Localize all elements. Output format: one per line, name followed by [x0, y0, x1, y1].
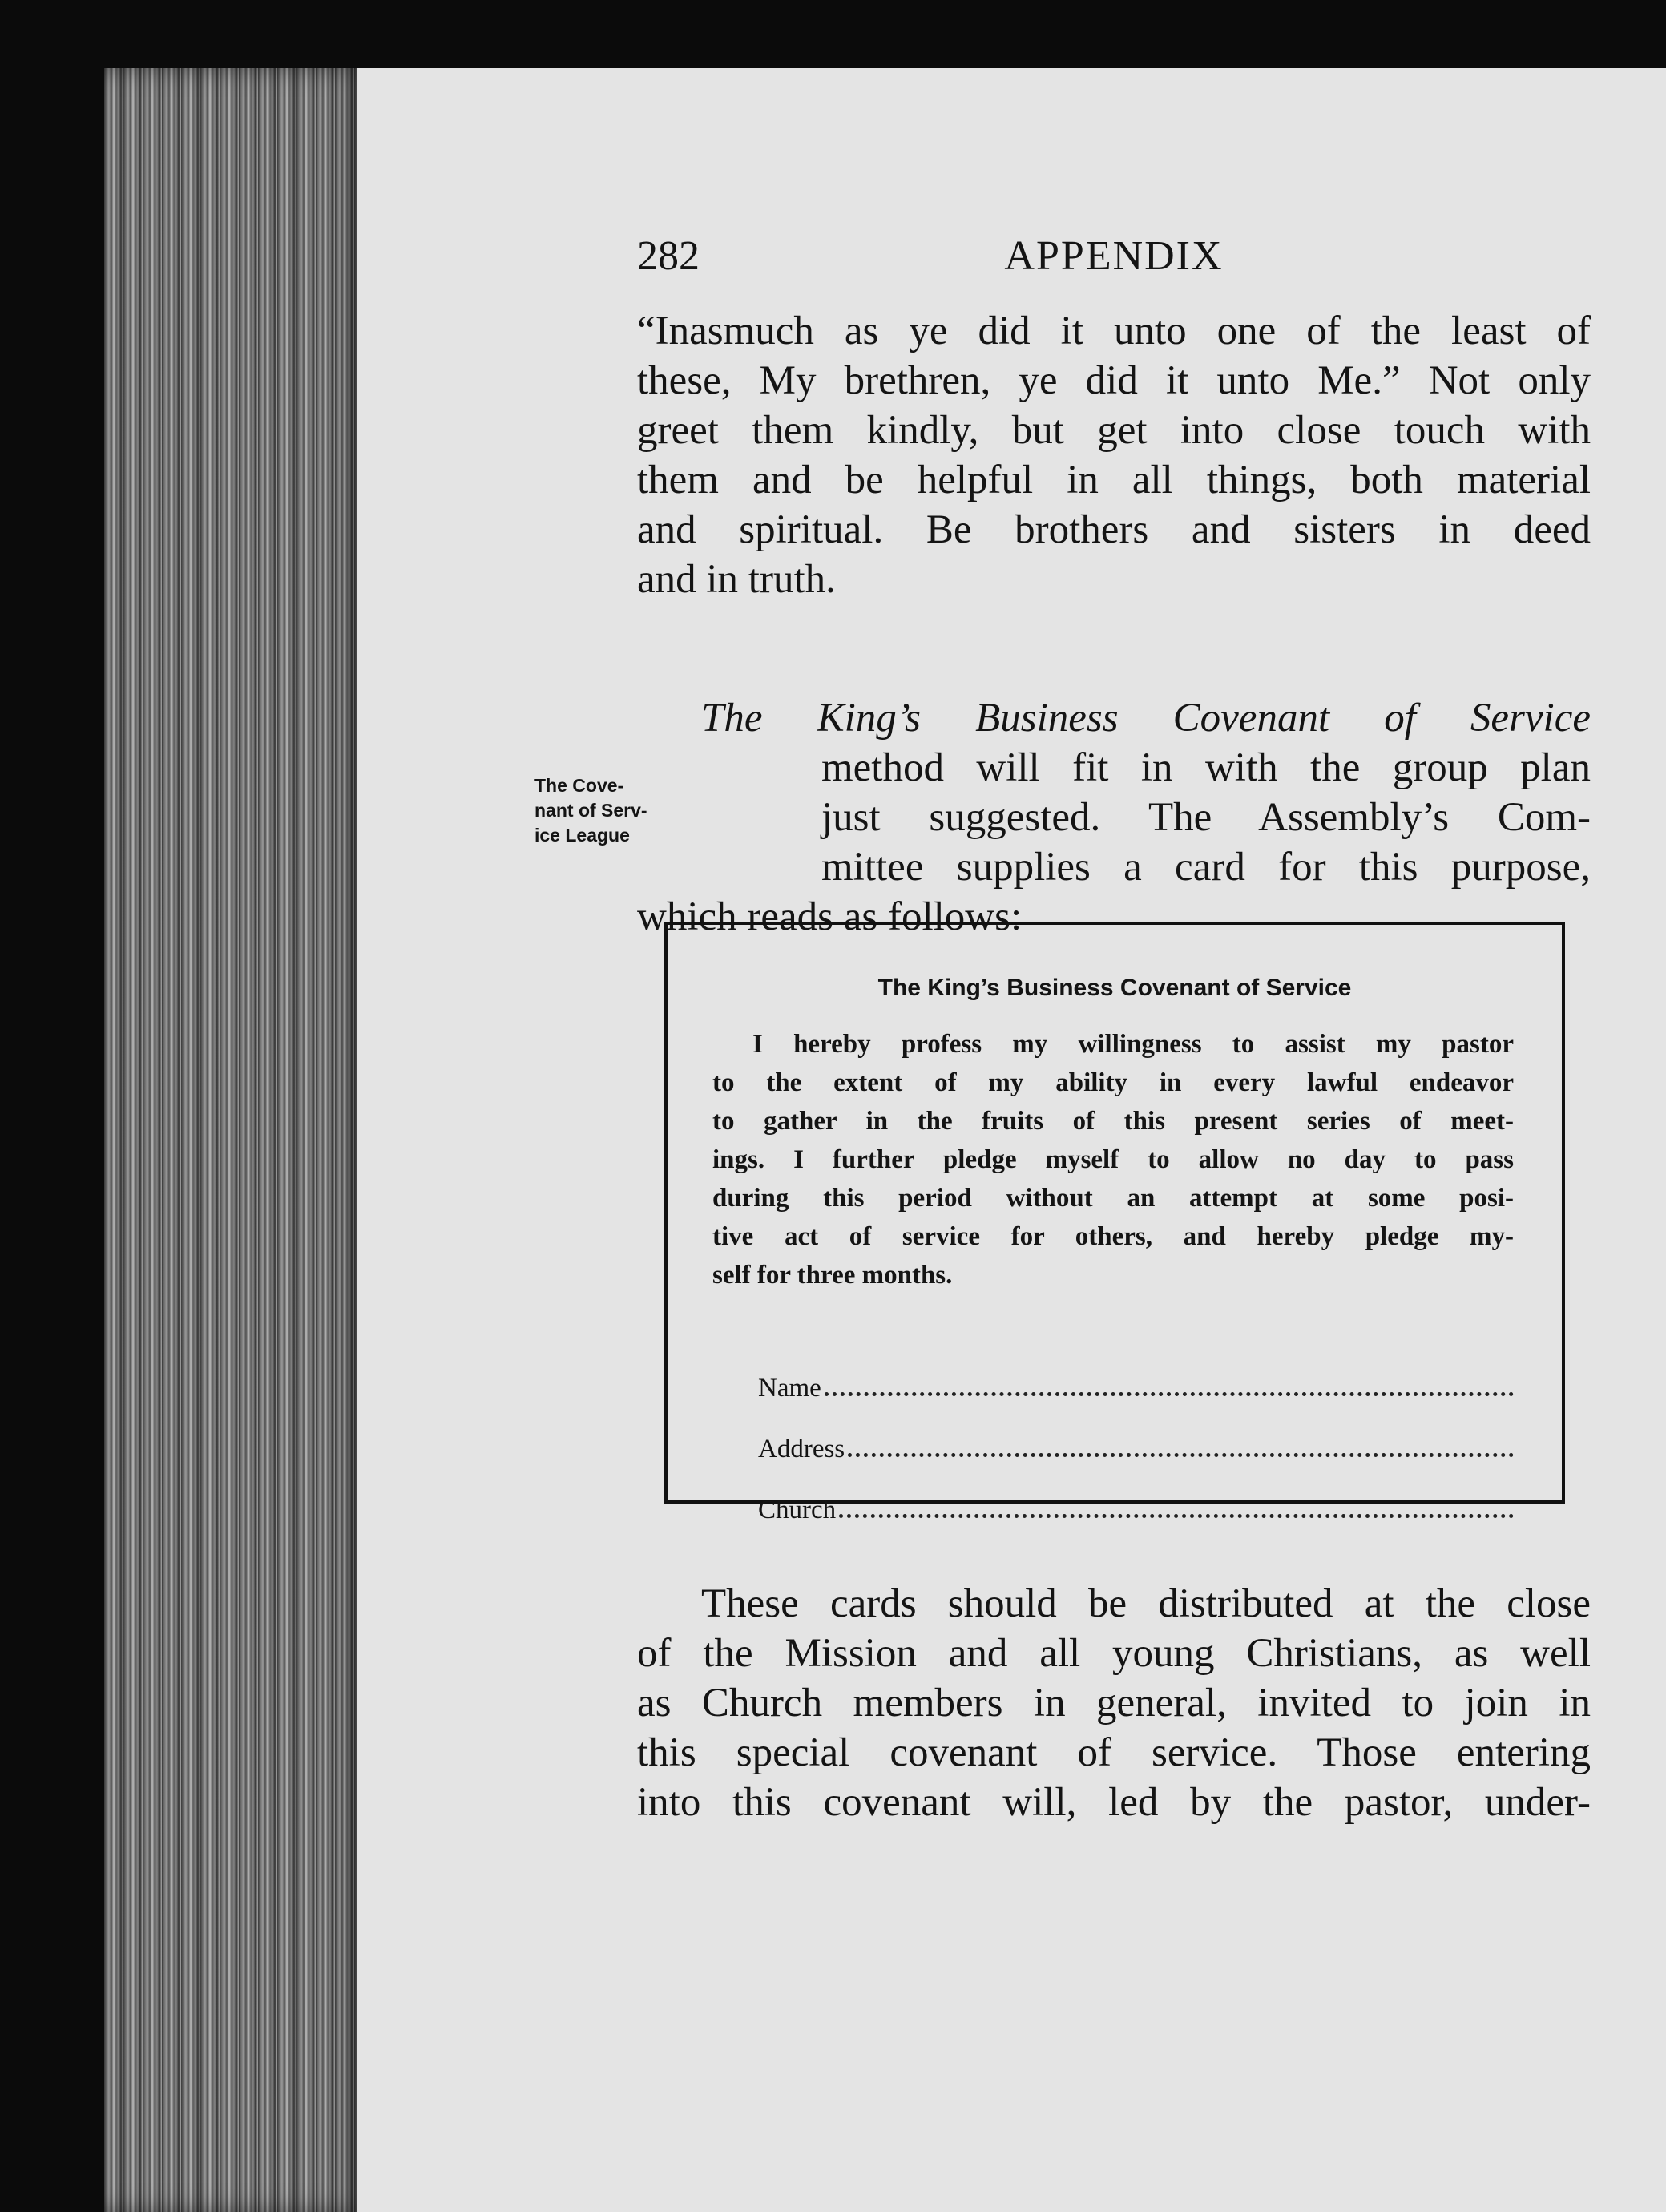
church-label: Church [758, 1496, 837, 1524]
card-line: tive act of service for others, and hereby pledge my- [712, 1222, 1514, 1251]
paragraph-line: method will fit in with the group plan [821, 745, 1591, 790]
name-field [758, 1374, 1514, 1435]
paragraph-3 [637, 1579, 1591, 1827]
paragraph-line: The King’s Business Covenant of Service [701, 696, 1591, 741]
paragraph-line: into this covenant will, led by the pastor, under- [637, 1780, 1591, 1825]
card-line: I hereby profess my willingness to assist my pastor [752, 1030, 1514, 1059]
card-line: self for three months. [712, 1261, 953, 1290]
paragraph-line: and spiritual. Be brothers and sisters in deed [637, 507, 1591, 552]
paragraph-line: which reads as follows: [637, 894, 1023, 939]
paragraph-2 [637, 693, 1591, 942]
church-dotted-line [839, 1496, 1514, 1518]
address-dotted-line [848, 1435, 1514, 1457]
paragraph-line: them and be helpful in all things, both material [637, 458, 1591, 503]
card-title: The King’s Business Covenant of Service [877, 975, 1352, 1001]
address-label: Address [758, 1435, 845, 1463]
card-body [712, 1025, 1514, 1294]
paragraph-line: these, My brethren, ye did it unto Me.” Not only [637, 358, 1591, 403]
margin-note-line: ice League [534, 825, 630, 846]
paragraph-line: and in truth. [637, 557, 836, 602]
covenant-card [664, 922, 1565, 1524]
name-label: Name [758, 1374, 821, 1403]
paragraph-line: mittee supplies a card for this purpose, [821, 845, 1591, 890]
card-fields [758, 1374, 1514, 1556]
paragraph-line: “Inasmuch as ye did it unto one of the least of [637, 309, 1591, 353]
church-field [758, 1496, 1514, 1556]
card-line: to the extent of my ability in every lawful endeavor [712, 1068, 1514, 1097]
page-number: 282 [637, 233, 700, 279]
card-line: ings. I further pledge myself to allow no day to pass [712, 1145, 1514, 1174]
paragraph-line: These cards should be distributed at the close [701, 1581, 1591, 1626]
page-header [637, 228, 1591, 285]
card-line: to gather in the fruits of this present series of meet- [712, 1107, 1514, 1136]
book-page [357, 68, 1666, 2212]
paragraph-1 [637, 306, 1591, 604]
address-field [758, 1435, 1514, 1496]
margin-note-line: The Cove- [534, 775, 624, 796]
name-dotted-line [825, 1374, 1514, 1396]
card-line: during this period without an attempt at some posi- [712, 1184, 1514, 1213]
book-page-edges [104, 68, 369, 2212]
margin-note-line: nant of Serv- [534, 800, 647, 821]
paragraph-line: of the Mission and all young Christians, as well [637, 1631, 1591, 1676]
paragraph-line: as Church members in general, invited to join in [637, 1681, 1591, 1726]
paragraph-line: just suggested. The Assembly’s Com- [821, 795, 1591, 840]
paragraph-line: greet them kindly, but get into close touch with [637, 408, 1591, 453]
margin-note [534, 773, 687, 848]
paragraph-line: this special covenant of service. Those entering [637, 1730, 1591, 1775]
running-head: APPENDIX [1004, 233, 1224, 279]
